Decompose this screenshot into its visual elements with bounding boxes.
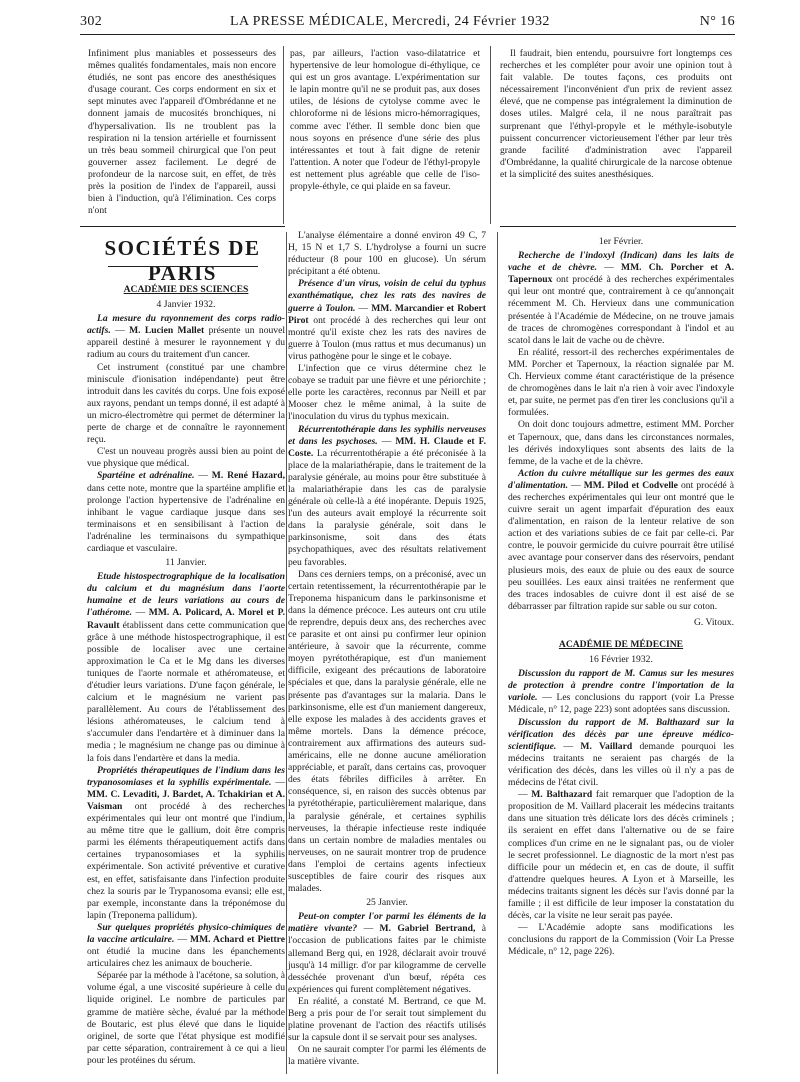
article-title: Présence d'un virus, voisin de celui du typhus exanthématique, chez les rats des navires de guerre à Toulon.	[288, 278, 486, 314]
article-title: Spartéine et adrénaline.	[97, 470, 195, 482]
page-number: 302	[80, 14, 103, 29]
paragraph: En réalité, ressort-il des recherches expérimentales de MM. Porcher et Tapernoux, la réaction signalée par M. Ch. Hervieux comme étant caractéristique de la présence de chromogènes dans le lait n'a rien à voir avec l'indoxyle et, par suite, ne permet pas d'en tirer les conclusions qu'il a formulées.	[508, 346, 734, 419]
article: Sur quelques propriétés physico-chimiques de la vaccine articulaire. — MM. Achard et Piettre ont étudié la mucine dans les épanchements articulaires chez les animaux de boucherie.	[87, 921, 285, 970]
article: Etude histospectrographique de la localisation du calcium et du magnésium dans l'aorte humaine et de leurs variations au cours de l'athérome. — MM. A. Policard, A. Morel et P. Ravault établissent dans cette communication que grâce à une méthode histospectrographique, il est possible de localiser avec une certaine approximation le Ca et le Mg dans les diverses tuniques de l'aorte normale et athéromateuse, et d'étudier leurs variations. D'une façon générale, le calcium et le magnésium ne varient pas parallèlement. Au cours de l'établissement des lésions athéromateuses, le calcium tend à s'accumuler dans l'endartère et à diminuer dans la media ; le magnésium ne change pas ou diminue à la fois dans l'endartère et dans la media.	[87, 571, 285, 764]
paragraph: — M. Balthazard fait remarquer que l'adoption de la proposition de M. Vaillard placerait les médecins traitants dans une situation très délicate lors des décès criminels ; ils seraient en effet dans l'alternative ou de se faire complices d'un crime en ne le signalant pas, ou de violer le secret professionnel. Le diagnostic de la mort n'est pas difficile pour un médecin et, en cas de doute, il suffit d'attendre quelques heures. A Lyon et à Marseille, les médecins traitants signent les décès sur l'avis donné par la famille ; il est difficile de leur imposer la constatation du décès, car la visite ne leur serait pas payée.	[508, 789, 734, 922]
section-rule	[80, 226, 285, 227]
article-author: M. Balthazard	[531, 789, 593, 801]
article-title: Propriétés thérapeutiques de l'indium dans les trypanosomiases et la syphilis expérimentale.	[87, 764, 285, 788]
top-text-2: pas, par ailleurs, l'action vaso-dilatatrice et hypertensive de leur homologue di-éthylique, ce qui est un gros avantage. L'expérimentation sur le lapin montre qu'il ne se produit pas, aux doses utiles, de lésions de cytolyse comme avec le chloroforme ni de lésions micro-hémorragiques, comme avec l'éther. Il semble donc bien que nous soyons en présence d'une série des plus intéressantes et tout à fait digne de retenir l'attention. A noter que l'odeur de l'éthyl-propyle est nettement plus agréable que celle de l'iso-propyle-éthyle, ce qui plaide en sa faveur.	[290, 48, 480, 193]
article-author: MM. H. Claude et F. Coste.	[288, 435, 486, 459]
column-divider	[490, 46, 491, 224]
article: Action du cuivre métallique sur les germes des eaux d'alimentation. — MM. Pilod et Codvelle ont procédé à des recherches expérimentales qui leur ont montré que le cuivre serait un agent imparfait d'épuration des eaux d'alimentation, en raison de la lenteur relative de son action et des variations subies de ce fait par celle-ci. Par contre, le pouvoir germicide du cuivre pourrait être utilisé avec avantage pour conserver dans des réservoirs, pendant plusieurs mois, des eaux de pluie ou des eaux de source peu souillées. Les eaux ainsi traitées ne renferment que des traces indosables de cuivre dont il est aisé de se débarrasser par filtration rapide sur sable ou sur coton.	[508, 467, 735, 612]
paragraph: On ne saurait compter l'or parmi les éléments de la matière vivante.	[288, 1044, 486, 1068]
article-body: ont étudié la mucine dans les épanchements articulaires chez les animaux de boucherie.	[87, 946, 285, 970]
article-body: établissent dans cette communication que grâce à une méthode histospectrographique, il est possible de localiser avec une certaine approximation le Ca et le Mg dans les diverses tuniques de l'aorte normale et athéromateuse, et d'étudier leurs variations. D'une façon générale, le calcium et le magnésium ne varient pas parallèlement. Au cours de l'établissement des lésions athéromateuses, le calcium tend à s'accumuler dans l'endartère et à diminuer dans la media ; le magnésium ne change pas ou diminue à la fois dans l'endartère et dans la media.	[87, 619, 285, 764]
top-text-3: Il faudrait, bien entendu, poursuivre fort longtemps ces recherches et les compléter pour avoir une opinion tout à fait valable. De toutes façons, ces produits ont nécessairement l'inconvénient d'un prix de revient assez élevé, que ne compense pas intégralement la diminution de doses utiles. Malgré cela, il ne nous paraîtrait pas surprenant que l'éthyl-propyle et le méthyle-isobutyle puissent concurrencer victorieusement l'éther par leur très grande facilité d'administration avec l'appareil d'Ombrédanne, la qualité chirurgicale de la narcose obtenue et la simplicité des suites anesthésiques.	[500, 48, 732, 180]
paragraph: Cet instrument (constitué par une chambre miniscule d'ionisation indépendante) peut être introduit dans les cavités du corps. Une fois exposé aux rayons, pendant un temps donné, il est adapté à un micro-électromètre qui permet de déterminer la perte de charge et de connaître le rayonnement reçu.	[87, 361, 285, 446]
article-author: MM. A. Policard, A. Morel et P. Ravault	[87, 607, 285, 631]
column-3	[508, 234, 734, 958]
paragraph: Dans ces derniers temps, on a préconisé, avec un certain retentissement, la récurrentothérapie par le Treponema hispanicum dans le parkinsonisme et dans la démence précoce. Les auteurs ont cru utile de reprendre, depuis deux ans, des recherches avec ce parasite et ont ainsi pu confirmer leur opinion antérieure, à savoir que la récurrente, comme moyen pyrétothérapique, est d'un maniement difficile, exigeant des précautions de laboratoire spéciales et que, dans la paralysie générale, elle ne présente pas d'avantages sur la malaria. Dans le parkinsonisme, elle est d'un maniement dangereux, elle expose les malades à des accidents graves et même mortels. Dans la démence précoce, contrairement aux affirmations des auteurs sud-américains, elle ne donne aucune amélioration appréciable, et paraît, dans certains cas, provoquer des états fébriles difficiles à arrêter. En conséquence, si, en raison des succès obtenus par la pyrétothérapie, particulièrement malarique, dans la paralysie générale, et certaines syphilis nerveuses, la thérapie infectieuse reste indiquée dans un certain nombre de maladies mentales ou nerveuses, on ne saurait montrer trop de prudence dans l'emploi de certains agents infectieux susceptibles de faire courir des risques aux malades.	[288, 568, 486, 895]
top-text-1: Infiniment plus maniables et possesseurs des mêmes qualités fondamentales, mais non encore étudiés, ne sont pas encore des anesthésiques d'usage courant. Ces corps endorment en six et sept minutes avec l'appareil d'Ombrédanne et ne donnent jamais de mucosités bronchiques, ni d'hypersalivation. Ils ne troublent pas la respiration ni la tension artérielle et fournissent un très beau sommeil chirurgical que l'on peut gouverner assez facilement. Le degré de profondeur de la narcose suit, en effet, de très près la position de l'index de l'appareil, aussi bien à l'induction, qu'à l'élimination. Ces corps n'ont	[88, 48, 276, 217]
article-body: Les conclusions du rapport (voir La Presse Médicale, n° 12, page 223) sont adoptées sans discussion.	[508, 692, 735, 716]
section-heading: ACADÉMIE DE MÉDECINE	[558, 639, 684, 650]
article-title: Sur quelques propriétés physico-chimiques de la vaccine articulaire.	[87, 921, 285, 945]
page-header	[80, 8, 735, 32]
article-body: ont procédé à des recherches expérimentales qui leur ont montré que, contrairement à ce qu'annonçait récemment M. Ch. Hervieux dans une communication présentée à l'Académie de Médecine, on ne trouve jamais de traces de chromogènes correspondant à l'indol et au scatol dans le lait de vache ou de chèvre.	[508, 274, 735, 346]
title-underline	[108, 266, 258, 267]
paragraph: Séparée par la méthode à l'acétone, sa solution, à volume égal, a une viscosité supérieure à celle du liquide originel. Le nombre de particules par gramme de matière sèche, évalué par la méthode de Boutaric, est plus élevé que dans le liquide originel, de sorte que l'état physique est modifié par cette séparation, contrairement à ce qui a lieu pour les protéines du sérum.	[87, 970, 285, 1066]
article-author: M. Lucien Mallet	[129, 325, 205, 337]
article-title: Discussion du rapport de M. Camus sur les mesures de protection à prendre contre l'importation de la variole.	[508, 668, 734, 704]
paragraph: L'infection que ce virus détermine chez le cobaye se traduit par une fièvre et une périorchite ; elle porte les caractères, reconnus par Neill et par Mooser chez le même animal, à la suite de l'inoculation du virus du typhus mexicain.	[288, 363, 486, 423]
session-date: 11 Janvier.	[165, 557, 207, 569]
issue-number: N° 16	[699, 14, 735, 29]
session-date: 25 Janvier.	[366, 897, 408, 909]
article-author: MM. C. Levaditi, J. Bardet, A. Tchakirian et A. Vaisman	[87, 788, 285, 812]
article-body: ont procédé à des recherches expérimentales qui leur ont montré que le cuivre serait un agent imparfait d'épuration des eaux d'alimentation, en raison de la lenteur relative de son action et des variations subies de ce fait par celle-ci. Par contre, le pouvoir germicide du cuivre pourrait être utilisé avec avantage pour conserver dans des réservoirs, pendant plusieurs mois, des eaux de pluie ou des eaux de source peu souillées. Les eaux ainsi traitées ne renferment que des traces indosables de cuivre dont il est aisé de se débarrasser par filtration rapide sur sable ou sur coton.	[508, 479, 735, 612]
article: Discussion du rapport de M. Camus sur les mesures de protection à prendre contre l'importation de la variole. — Les conclusions du rapport (voir La Presse Médicale, n° 12, page 223) sont adoptées sans discussion.	[508, 668, 735, 716]
article-body: ont procédé à des recherches expérimentales qui leur ont montré que l'indium, au même titre que le gallium, doit être compris parmi les éléments thérapeutiquement actifs dans certaines trypanosomiases et la syphilis expérimentale. Son activité préventive et curative est, en effet, satisfaisante dans l'infection produite chez la souris par le Trypanosoma evansi; elle est, par exemple, inconstante dans la tréponémose du lapin (Treponema pallidum).	[87, 800, 285, 921]
article-body: La récurrentothérapie a été préconisée à la place de la malariathérapie, dans le traitement de la paralysie générale, au moins pour être substituée à la malariathérapie dans les cas de paralysie générale où celle-là a été inopérante. Depuis 1925, l'un des auteurs avait employé la récurrente soit dans la paralysie générale, soit dans le parkinsonisme, soit dans des états psychopathiques, avec des résultats relativement peu favorables.	[288, 447, 486, 568]
top-column-2	[290, 48, 480, 193]
article-body: demande pourquoi les médecins traitants ne seraient pas chargés de la vérification des décès, dans les villes où il n'y a pas de médecins de l'état civil.	[508, 740, 734, 789]
paragraph: En réalité, a constaté M. Bertrand, ce que M. Berg a pris pour de l'or serait tout simplement du platine provenant de l'action des réactifs utilisés sur la capsule dont il se servait pour ses analyses.	[288, 995, 486, 1044]
article: Peut-on compter l'or parmi les éléments de la matière vivante? — M. Gabriel Bertrand, à l'occasion de publications faites par le chimiste allemand Berg qui, en 1928, déclarait avoir trouvé jusqu'à 14 milligr. d'or par kilogramme de cervelle desséchée provenant d'un bœuf, répéta ces expériences qui furent complètement négatives.	[288, 911, 486, 995]
article-author: MM. Pilod et Codvelle	[583, 479, 678, 491]
article-title: Récurrentothérapie dans les syphilis nerveuses et dans les psychoses.	[288, 423, 486, 447]
header-rule	[80, 34, 735, 35]
paragraph: L'analyse élémentaire a donné environ 49 C, 7 H, 15 N et 1,7 S. L'hydrolyse a fourni un sucre réducteur (8 pour 100 en glucose). Un sérum précipitant a été obtenu.	[288, 230, 486, 278]
article-title: La mesure du rayonnement des corps radio-actifs.	[87, 313, 285, 337]
paragraph: On doit donc toujours admettre, estiment MM. Porcher et Tapernoux, que, dans dans les circonstances normales, les dérivés indoxyliques sont absents des laits de la femme, de la vache et de la chèvre.	[508, 419, 734, 467]
article-body: à l'occasion de publications faites par le chimiste allemand Berg qui, en 1928, déclarait avoir trouvé jusqu'à 14 milligr. d'or par kilogramme de cervelle desséchée provenant d'un bœuf, répéta ces expériences qui furent complètement négatives.	[288, 923, 486, 995]
article: Discussion du rapport de M. Balthazard sur la vérification des décès par une épreuve médico-scientifique. — M. Vaillard demande pourquoi les médecins traitants ne seraient pas chargés de la vérification des décès, dans les villes où il n'y a pas de médecins de l'état civil.	[508, 716, 734, 789]
section-rule	[500, 226, 736, 227]
article: Propriétés thérapeutiques de l'indium dans les trypanosomiases et la syphilis expérimentale. — MM. C. Levaditi, J. Bardet, A. Tchakirian et A. Vaisman ont procédé à des recherches expérimentales qui leur ont montré que l'indium, au même titre que le gallium, doit être compris parmi les éléments thérapeutiquement actifs dans certaines trypanosomiases et la syphilis expérimentale. Son activité préventive et curative est, en effet, satisfaisante dans l'infection produite chez la souris par le Trypanosoma evansi; elle est, par exemple, inconstante dans la tréponémose du lapin (Treponema pallidum).	[87, 764, 286, 921]
article-body: ont procédé à des recherches qui leur ont montré qu'il existe chez les rats des navires de guerre à Toulon (mus rattus et mus decumanus) un virus pathogène pour le singe et le cobaye.	[288, 314, 486, 362]
article-body: fait remarquer que l'adoption de la proposition de M. Vaillard placerait les médecins traitants dans une situation très délicate lors des décès criminels ; ils seraient en effet dans l'alternative ou de se faire complices d'un crime en ne le signalant pas, ou de violer le secret professionnel. Le diagnostic de la mort n'est pas difficile pour un médecin et, en cas de doute, il suffit d'attendre quelques heures. A Lyon et à Marseille, les médecins traitants signent les décès sur l'avis donné par la famille ; il est difficile de leur imposer la constatation du décès, car la visite ne leur serait pas payée.	[508, 789, 734, 922]
journal-title: LA PRESSE MÉDICALE, Mercredi, 24 Février 1932	[230, 14, 550, 29]
article-author: M. Vaillard	[580, 740, 633, 752]
signature: G. Vitoux.	[693, 616, 734, 628]
session-date: 1er Février.	[598, 236, 644, 247]
column-divider	[283, 46, 284, 224]
column-1	[87, 280, 285, 1067]
article-author: M. René Hazard,	[211, 470, 286, 482]
session-date: 16 Février 1932.	[589, 654, 653, 666]
article: Récurrentothérapie dans les syphilis nerveuses et dans les psychoses. — MM. H. Claude et F. Coste. La récurrentothérapie a été préconisée à la place de la malariathérapie, dans le traitement de la paralysie générale, au moins pour être substituée à la malariathérapie dans les cas de paralysie générale où celle-là a été inopérante. Depuis 1925, l'un des auteurs avait employé la récurrente soit dans la paralysie générale, soit dans le parkinsonisme, soit dans des états psychopathiques, avec des résultats relativement peu favorables.	[288, 423, 486, 568]
societies-title: SOCIÉTÉS DE PARIS	[104, 236, 261, 285]
column-divider	[497, 232, 498, 1074]
article-body: dans cette note, montre que la spartéine amplifie et prolonge l'action hypertensive de l'adrénaline en inhibant le vague cardiaque jusque dans ses terminaisons et en sensibilisant à l'action de l'adrénaline les terminaisons du sympathique cardiaque et vasculaire.	[87, 482, 285, 554]
article-title: Recherche de l'indoxyl (Indican) dans les laits de vache et de chèvre.	[508, 250, 734, 274]
article-author: MM. Marcandier et Robert Pirot	[288, 302, 486, 326]
column-divider	[286, 232, 287, 1074]
article-title: Action du cuivre métallique sur les germes des eaux d'alimentation.	[508, 467, 734, 491]
article-body: présente un nouvel appareil destiné à mesurer le rayonnement γ du radium au cours du traitement d'un cancer.	[87, 325, 286, 361]
section-heading: ACADÉMIE DES SCIENCES	[123, 284, 249, 295]
session-date: 4 Janvier 1932.	[156, 299, 216, 311]
column-2	[288, 230, 486, 1068]
article: La mesure du rayonnement des corps radio-actifs. — M. Lucien Mallet présente un nouvel appareil destiné à mesurer le rayonnement γ du radium au cours du traitement d'un cancer.	[87, 313, 286, 361]
article-title: Discussion du rapport de M. Balthazard sur la vérification des décès par une épreuve médico-scientifique.	[508, 716, 734, 752]
top-column-3	[500, 48, 732, 181]
article-body: L'Académie adopte sans modifications les conclusions du rapport de la Commission (Voir La Presse Médicale, n° 12, page 226).	[508, 922, 734, 958]
article-title: Etude histospectrographique de la localisation du calcium et du magnésium dans l'aorte humaine et de leurs variations au cours de l'athérome.	[87, 571, 285, 619]
article: Spartéine et adrénaline. — M. René Hazard, dans cette note, montre que la spartéine amplifie et prolonge l'action hypertensive de l'adrénaline en inhibant le vague cardiaque jusque dans ses terminaisons et en sensibilisant à l'action de l'adrénaline les terminaisons du sympathique cardiaque et vasculaire.	[87, 470, 286, 554]
article-author: MM. Achard et Piettre	[190, 933, 285, 945]
article: Présence d'un virus, voisin de celui du typhus exanthématique, chez les rats des navires de guerre à Toulon. — MM. Marcandier et Robert Pirot ont procédé à des recherches qui leur ont montré qu'il existe chez les rats des navires de guerre à Toulon (mus rattus et mus decumanus) un virus pathogène pour le singe et le cobaye.	[288, 278, 486, 362]
article-title: Peut-on compter l'or parmi les éléments de la matière vivante?	[288, 911, 486, 935]
top-column-1	[88, 48, 276, 217]
article: Recherche de l'indoxyl (Indican) dans les laits de vache et de chèvre. — MM. Ch. Porcher et A. Tapernoux ont procédé à des recherches expérimentales qui leur ont montré que, contrairement à ce qu'annonçait récemment M. Ch. Hervieux dans une communication présentée à l'Académie de Médecine, on ne trouve jamais de traces de chromogènes correspondant à l'indol et au scatol dans le lait de vache ou de chèvre.	[508, 250, 735, 346]
paragraph: C'est un nouveau progrès aussi bien au point de vue physique que médical.	[87, 446, 285, 470]
paragraph: — L'Académie adopte sans modifications les conclusions du rapport de la Commission (Voir La Presse Médicale, n° 12, page 226).	[508, 922, 734, 958]
article-author: MM. Ch. Porcher et A. Tapernoux	[508, 262, 734, 286]
article-author: M. Gabriel Bertrand,	[379, 923, 476, 935]
